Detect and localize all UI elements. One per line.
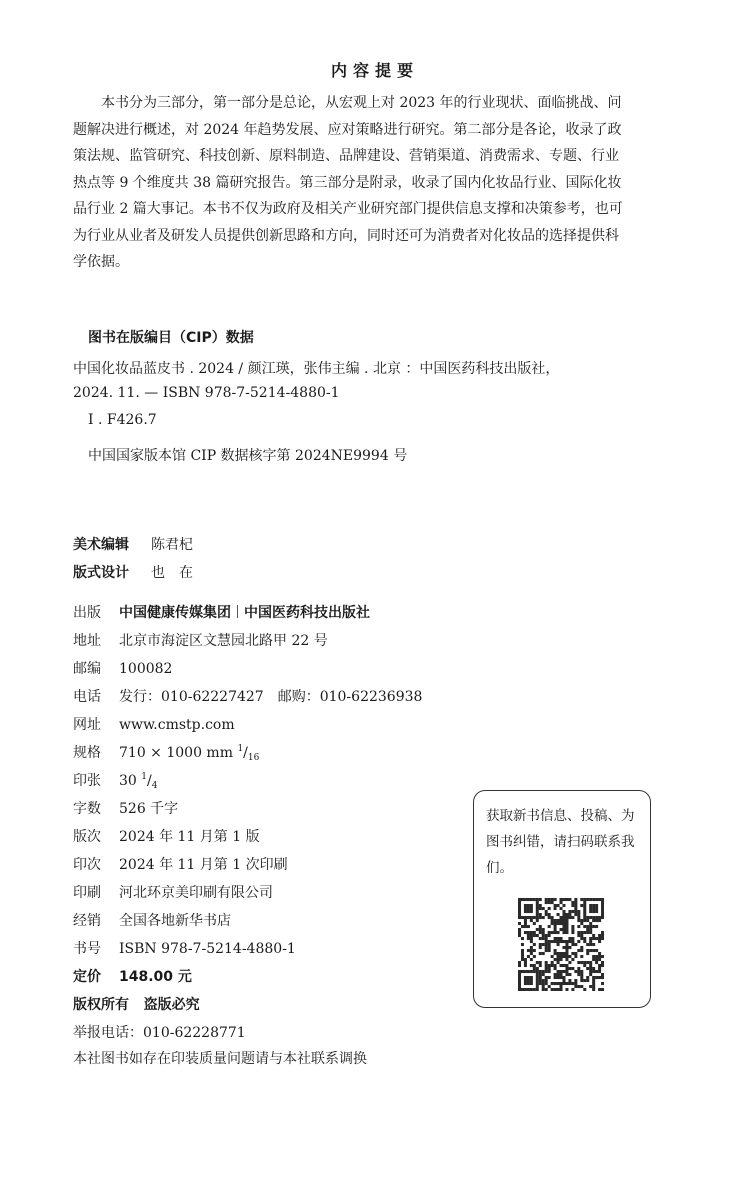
- phone-value: 发行：010-62227427 邮购：010-62236938: [119, 689, 423, 705]
- isbn-label: 书号: [73, 941, 101, 957]
- quality-notice: 本社图书如存在印装质量问题请与本社联系调换: [73, 1051, 367, 1067]
- distributor-row: [73, 910, 231, 930]
- summary-title: 内容提要: [330, 61, 419, 80]
- address-row: [73, 630, 328, 650]
- sheets-denominator: 4: [151, 781, 158, 791]
- sheets-value: 30 $^1/_4$: [119, 772, 158, 791]
- word-count-label: 字数: [73, 801, 101, 817]
- format-row: [73, 742, 259, 763]
- phone-row: [73, 686, 422, 706]
- publisher-label: 出版: [73, 605, 101, 621]
- word-count-row: [73, 798, 178, 818]
- postcode-value: 100082: [119, 661, 173, 677]
- summary-line: 本书分为三部分，第一部分是总论，从宏观上对 2023 年的行业现状、面临挑战、问: [101, 95, 622, 111]
- rights-value: 盗版必究: [143, 997, 200, 1013]
- cip-line: 中国化妆品蓝皮书 . 2024 / 颜江瑛，张伟主编 . 北京 ：中国医药科技出版社，: [73, 361, 560, 377]
- format-denominator: 16: [247, 753, 260, 763]
- qr-caption: 获取新书信息、投稿、为图书纠错，请扫码联系我们。: [486, 808, 635, 876]
- edition-value: 2024 年 11 月第 1 版: [119, 829, 260, 845]
- qr-code-icon[interactable]: [518, 898, 604, 991]
- edition-row: [73, 826, 260, 846]
- printing-row: [73, 854, 288, 874]
- price-value: 148.00 元: [119, 969, 192, 985]
- printer-label: 印刷: [73, 885, 101, 901]
- report-phone: 举报电话：010-62228771: [73, 1025, 246, 1041]
- isbn-row: [73, 938, 296, 958]
- sheets-row: [73, 770, 157, 791]
- postcode-row: [73, 658, 172, 678]
- publisher-name: 中国医药科技出版社: [244, 605, 370, 621]
- distributor-label: 经销: [73, 913, 101, 929]
- cip-line: 2024. 11. — ISBN 978-7-5214-4880-1: [73, 385, 340, 401]
- summary-line: 热点等 9 个维度共 38 篇研究报告。第三部分是附录，收录了国内化妆品行业、国际化妆: [73, 174, 622, 191]
- printing-value: 2024 年 11 月第 1 次印刷: [119, 857, 288, 873]
- address-value: 北京市海淀区文慧园北路甲 22 号: [119, 633, 328, 649]
- price-row: [73, 966, 192, 986]
- summary-paragraph: [73, 90, 670, 276]
- art-editor-row: [73, 534, 193, 554]
- isbn-value: ISBN 978-7-5214-4880-1: [119, 941, 296, 957]
- layout-designer-row: [73, 562, 193, 582]
- printer-value: 河北环京美印刷有限公司: [119, 885, 273, 901]
- publisher-group: 中国健康传媒集团: [119, 605, 231, 621]
- rights-row: [73, 994, 200, 1014]
- summary-line: 为行业从业者及研发人员提供创新思路和方向，同时还可为消费者对化妆品的选择提供科: [73, 227, 619, 244]
- printer-row: [73, 882, 273, 902]
- phone-label: 电话: [73, 689, 101, 705]
- qr-callout: [473, 790, 651, 1008]
- summary-line: 学依据。: [73, 254, 129, 270]
- summary-line: 品行业 2 篇大事记。本书不仅为政府及相关产业研究部门提供信息支撑和决策参考，也可: [73, 201, 623, 217]
- edition-label: 版次: [73, 829, 101, 845]
- website-label: 网址: [73, 717, 101, 733]
- printing-label: 印次: [73, 857, 101, 873]
- website-link[interactable]: www.cmstp.com: [119, 717, 235, 733]
- art-editor-label: 美术编辑: [73, 537, 129, 553]
- cip-title: 图书在版编目（CIP）数据: [88, 330, 254, 346]
- layout-designer-value: 也 在: [151, 565, 193, 581]
- website-row: [73, 714, 235, 734]
- distributor-value: 全国各地新华书店: [119, 913, 231, 929]
- publisher-row: [73, 602, 370, 622]
- sheets-whole: 30: [119, 773, 137, 789]
- art-editor-value: 陈君杞: [151, 537, 193, 553]
- summary-line: 策法规、监管研究、科技创新、原料制造、品牌建设、营销渠道、消费需求、专题、行业: [73, 148, 619, 164]
- format-numerator: 1: [237, 744, 244, 754]
- format-value: 710 × 1000 mm $^1/_{16}$: [119, 744, 260, 763]
- sheets-label: 印张: [73, 773, 101, 789]
- price-label: 定价: [73, 969, 101, 985]
- address-label: 地址: [73, 633, 101, 649]
- postcode-label: 邮编: [73, 661, 101, 677]
- word-count-value: 526 千字: [119, 801, 179, 817]
- sheets-numerator: 1: [141, 772, 148, 782]
- layout-designer-label: 版式设计: [73, 565, 129, 581]
- format-size: 710 × 1000 mm: [119, 745, 233, 761]
- cip-classification: Ⅰ . F426.7: [88, 412, 157, 428]
- summary-line: 题解决进行概述，对 2024 年趋势发展、应对策略进行研究。第二部分是各论，收录了政: [73, 121, 622, 138]
- rights-label: 版权所有: [73, 997, 129, 1013]
- cip-record-number: 中国国家版本馆 CIP 数据核字第 2024NE9994 号: [88, 448, 408, 464]
- format-label: 规格: [73, 745, 101, 761]
- publisher-divider: [237, 605, 238, 618]
